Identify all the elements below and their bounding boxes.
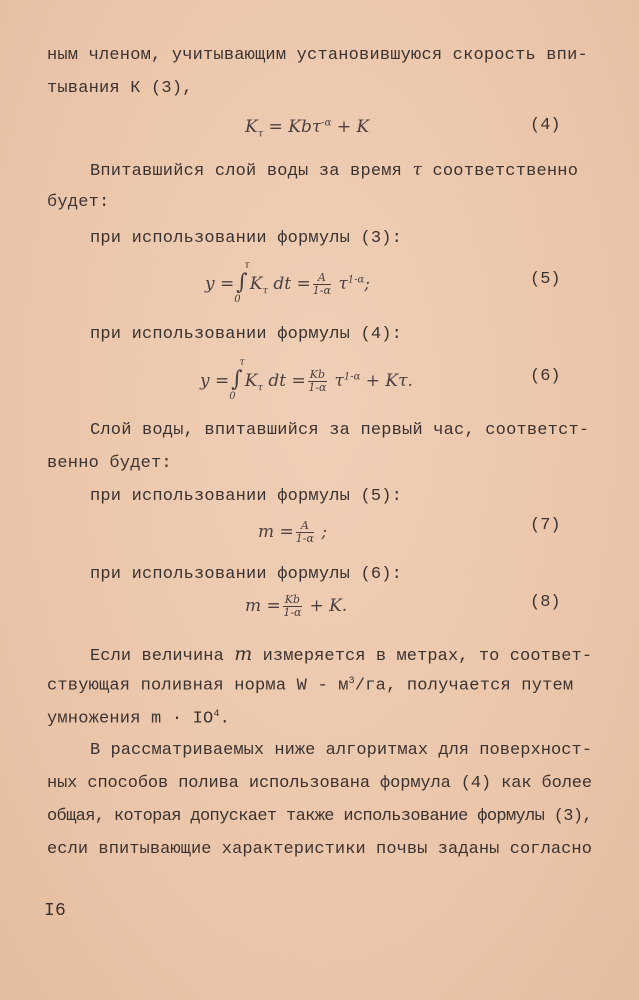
text-line: при использовании формулы (5): [90, 487, 403, 506]
equation-number: (5) [530, 270, 561, 289]
text-line: ным членом, учитывающим установившуюся скорость впи- [47, 46, 588, 65]
text-line: при использовании формулы (3): [90, 229, 403, 248]
text-line: Слой воды, впитавшийся за первый час, соответст- [90, 421, 590, 440]
formula-6: y =∫ τ 0 $K_\tau$ dt = $\frac{Kb}{1-\alpha}$ $\tau^{1-\alpha} + K\tau$. [200, 357, 413, 402]
formula-4: $K_\tau = Kb\tau^{-\alpha} + K$ [245, 117, 370, 140]
page-number: I6 [44, 901, 67, 921]
text-line: В рассматриваемых ниже алгоритмах для поверхност- [90, 741, 592, 760]
text-line: Если величина m измеряется в метрах, то соответ- [90, 643, 593, 666]
formula-8: m = $\frac{Kb}{1-\alpha}$ + K. [245, 593, 348, 619]
text-line: ствующая поливная норма W - $м^3/га$, получается путем [47, 676, 574, 696]
equation-number: (8) [530, 593, 561, 612]
text-line: если впитывающие характеристики почвы заданы согласно [47, 840, 592, 859]
equation-number: (4) [530, 116, 561, 135]
text-line: умножения $m \cdot IO^4$. [47, 709, 231, 729]
equation-number: (7) [530, 516, 561, 535]
text-line: при использовании формулы (4): [90, 325, 403, 344]
text-line: будет: [47, 193, 110, 212]
text-line: ных способов полива использована формула (4) как более [47, 774, 592, 793]
text-line: венно будет: [47, 454, 172, 473]
formula-7: m = $\frac{A}{1-\alpha}$ ; [258, 519, 328, 545]
text-line: общая, которая допускает также использование формулы (3), [47, 807, 592, 826]
equation-number: (6) [530, 367, 561, 386]
text-line: при использовании формулы (6): [90, 565, 403, 584]
text-line: тывания К (3), [47, 79, 193, 98]
text-line: Впитавшийся слой воды за время τ соответственно [90, 160, 579, 181]
formula-5: y =∫ τ 0 $K_\tau$ dt = $\frac{A}{1-\alpha}$ $\tau^{1-\alpha}$; [205, 260, 370, 305]
